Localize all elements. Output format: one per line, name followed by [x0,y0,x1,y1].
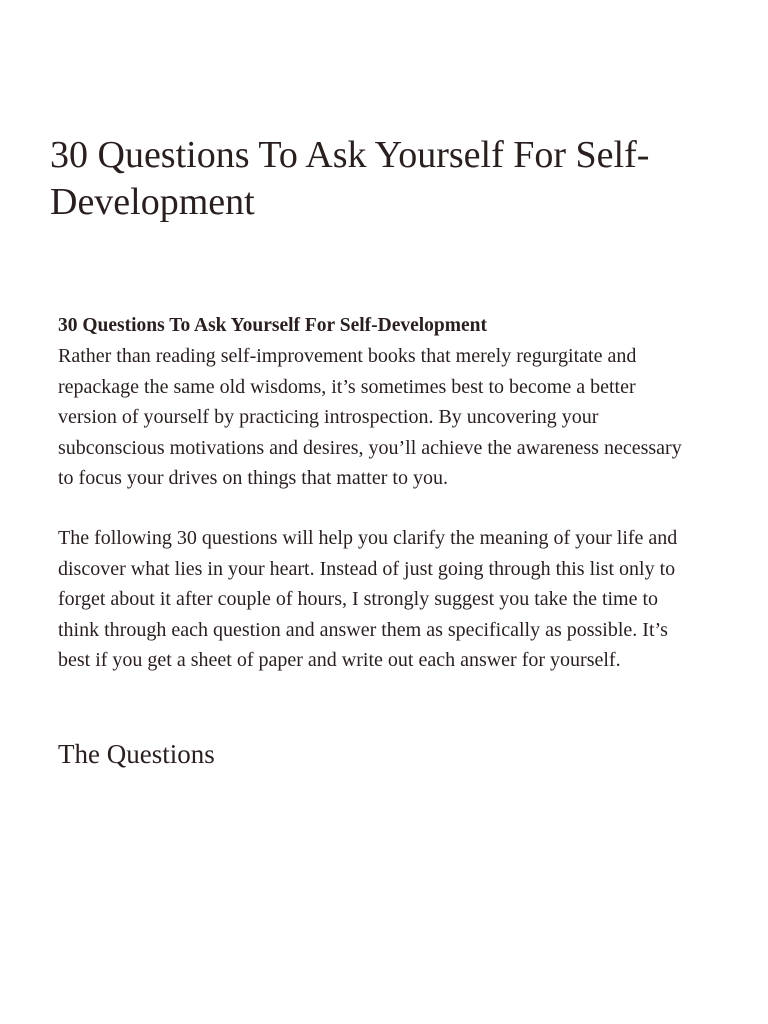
body-paragraph: The following 30 questions will help you clarify the meaning of your life and discover what lies in your heart. Instead of just going through this list only to forget about it after couple of hours, I strongly suggest you take the time to think through each question and answer them as specifically as possible. It’s best if you get a sheet of paper and write out each answer for yourself. [58,527,678,672]
intro-heading: 30 Questions To Ask Yourself For Self-Development [58,315,488,336]
intro-paragraph: Rather than reading self-improvement books that merely regurgitate and repackage the same old wisdoms, it’s sometimes best to become a better version of yourself by practicing introspection. By uncovering your subconscious motivations and desires, you’ll achieve the awareness necessary to focus your drives on things that matter to you. [58,345,682,490]
intro-block [58,311,682,493]
page-title: 30 Questions To Ask Yourself For Self-Development [50,134,650,223]
article-body [58,311,682,771]
section-heading-questions: The Questions [58,739,215,770]
